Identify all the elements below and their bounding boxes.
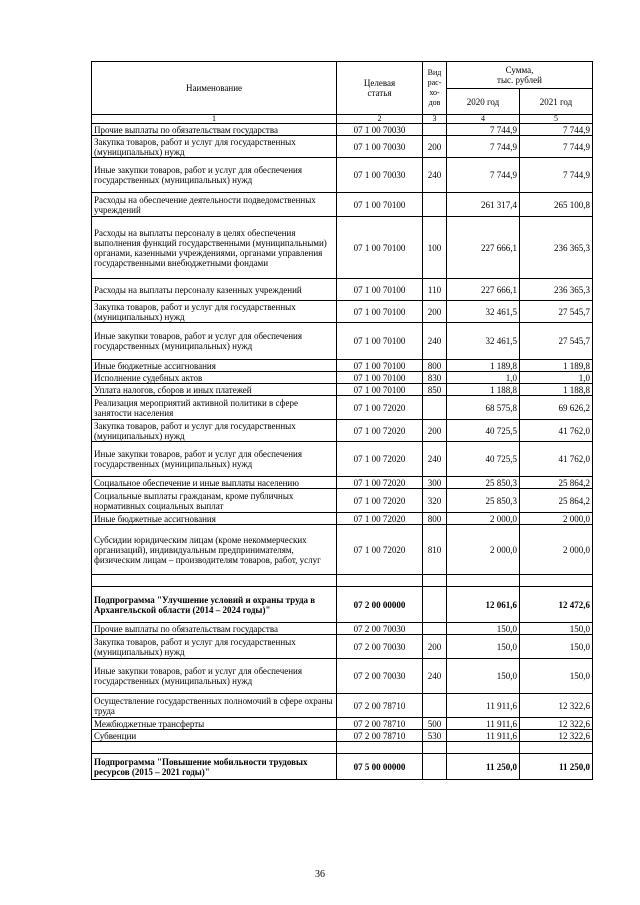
spacer-row (92, 575, 593, 587)
row-expense-type (423, 623, 447, 635)
row-value-2021: 1 189,8 (520, 360, 593, 372)
row-value-2021 (520, 742, 593, 754)
row-value-2021: 236 365,3 (520, 279, 593, 301)
row-value-2021: 12 322,6 (520, 730, 593, 742)
row-value-2021: 150,0 (520, 659, 593, 694)
row-value-2020: 68 575,8 (447, 396, 520, 420)
row-target-code: 07 1 00 72020 (337, 420, 423, 442)
row-target-code: 07 5 00 00000 (337, 754, 423, 780)
row-value-2021: 41 762,0 (520, 420, 593, 442)
row-name: Расходы на выплаты персоналу в целях обеспечения выполнения функций государственными (муниципальными) органами, казенными учреждениями, органами управления государственными внебюджетными фондами (92, 217, 337, 279)
row-target-code: 07 1 00 72020 (337, 513, 423, 525)
table-row (92, 635, 593, 659)
header-target: Целевая статья (337, 62, 423, 115)
row-value-2020: 40 725,5 (447, 420, 520, 442)
row-value-2021: 41 762,0 (520, 442, 593, 477)
row-target-code: 07 1 00 70100 (337, 279, 423, 301)
row-target-code (337, 575, 423, 587)
row-value-2020: 7 744,9 (447, 158, 520, 193)
row-target-code: 07 1 00 72020 (337, 489, 423, 513)
row-name: Подпрограмма "Улучшение условий и охраны труда в Архангельской области (2014 – 2024 годы)" (92, 587, 337, 623)
row-name: Субвенции (92, 730, 337, 742)
table-row (92, 587, 593, 623)
row-name: Подпрограмма "Повышение мобильности трудовых ресурсов (2015 – 2021 годы)" (92, 754, 337, 780)
row-name: Иные закупки товаров, работ и услуг для обеспечения государственных (муниципальных) нужд (92, 158, 337, 193)
row-value-2021: 27 545,7 (520, 323, 593, 360)
row-value-2020: 7 744,9 (447, 124, 520, 136)
row-name (92, 742, 337, 754)
row-target-code: 07 1 00 70030 (337, 136, 423, 158)
row-value-2020: 32 461,5 (447, 323, 520, 360)
row-name: Иные бюджетные ассигнования (92, 360, 337, 372)
row-value-2020: 2 000,0 (447, 525, 520, 575)
row-value-2020: 2 000,0 (447, 513, 520, 525)
table-row (92, 730, 593, 742)
row-value-2021: 150,0 (520, 635, 593, 659)
row-value-2021: 25 864,2 (520, 477, 593, 489)
header-name: Наименование (92, 62, 337, 115)
header-vid: Вид рас- хо- дов (423, 62, 447, 115)
row-value-2021: 265 100,8 (520, 193, 593, 217)
table-row (92, 718, 593, 730)
row-value-2020 (447, 742, 520, 754)
row-value-2021: 25 864,2 (520, 489, 593, 513)
row-target-code (337, 742, 423, 754)
table-body (92, 124, 593, 780)
row-value-2020: 11 911,6 (447, 694, 520, 718)
row-value-2020: 40 725,5 (447, 442, 520, 477)
row-name: Иные бюджетные ассигнования (92, 513, 337, 525)
row-name: Межбюджетные трансферты (92, 718, 337, 730)
header-2020: 2020 год (447, 89, 520, 115)
row-expense-type: 200 (423, 301, 447, 323)
row-target-code: 07 1 00 70100 (337, 360, 423, 372)
row-value-2021: 1,0 (520, 372, 593, 384)
table-header (92, 62, 593, 124)
table-row (92, 442, 593, 477)
row-expense-type: 240 (423, 442, 447, 477)
row-name: Закупка товаров, работ и услуг для государственных (муниципальных) нужд (92, 420, 337, 442)
row-expense-type: 850 (423, 384, 447, 396)
table-row (92, 477, 593, 489)
page-number: 36 (315, 869, 325, 880)
row-target-code: 07 1 00 70100 (337, 323, 423, 360)
row-name: Прочие выплаты по обязательствам государства (92, 124, 337, 136)
row-value-2021: 69 626,2 (520, 396, 593, 420)
row-value-2020: 150,0 (447, 623, 520, 635)
row-value-2021: 2 000,0 (520, 525, 593, 575)
row-expense-type (423, 587, 447, 623)
row-target-code: 07 2 00 70030 (337, 659, 423, 694)
row-value-2020: 11 911,6 (447, 730, 520, 742)
row-value-2021: 7 744,9 (520, 158, 593, 193)
header-2021: 2021 год (520, 89, 593, 115)
row-value-2020: 150,0 (447, 659, 520, 694)
row-name: Иные закупки товаров, работ и услуг для обеспечения государственных (муниципальных) нужд (92, 323, 337, 360)
row-expense-type (423, 575, 447, 587)
row-value-2021 (520, 575, 593, 587)
row-name: Социальное обеспечение и иные выплаты населению (92, 477, 337, 489)
row-value-2021: 7 744,9 (520, 136, 593, 158)
table-row (92, 301, 593, 323)
row-expense-type (423, 754, 447, 780)
row-target-code: 07 2 00 78710 (337, 718, 423, 730)
row-name: Закупка товаров, работ и услуг для государственных (муниципальных) нужд (92, 136, 337, 158)
row-name: Иные закупки товаров, работ и услуг для обеспечения государственных (муниципальных) нужд (92, 442, 337, 477)
row-name: Закупка товаров, работ и услуг для государственных (муниципальных) нужд (92, 301, 337, 323)
table-row (92, 158, 593, 193)
row-value-2020: 32 461,5 (447, 301, 520, 323)
col-number: 1 (92, 115, 337, 124)
table-row (92, 659, 593, 694)
row-value-2020: 1 189,8 (447, 360, 520, 372)
row-expense-type (423, 124, 447, 136)
row-expense-type (423, 694, 447, 718)
row-expense-type: 240 (423, 158, 447, 193)
row-value-2020: 12 061,6 (447, 587, 520, 623)
table-row (92, 754, 593, 780)
table-row (92, 489, 593, 513)
row-value-2021: 11 250,0 (520, 754, 593, 780)
row-target-code: 07 1 00 72020 (337, 396, 423, 420)
row-target-code: 07 2 00 70030 (337, 635, 423, 659)
row-target-code: 07 2 00 70030 (337, 623, 423, 635)
row-value-2020: 7 744,9 (447, 136, 520, 158)
row-expense-type (423, 742, 447, 754)
row-target-code: 07 1 00 70100 (337, 384, 423, 396)
row-expense-type: 800 (423, 513, 447, 525)
row-expense-type (423, 193, 447, 217)
row-expense-type: 320 (423, 489, 447, 513)
table-row (92, 623, 593, 635)
row-name (92, 575, 337, 587)
row-value-2020: 25 850,3 (447, 477, 520, 489)
col-number: 4 (447, 115, 520, 124)
table-row (92, 694, 593, 718)
row-target-code: 07 2 00 78710 (337, 730, 423, 742)
table-row (92, 384, 593, 396)
table-row (92, 279, 593, 301)
row-name: Осуществление государственных полномочий в сфере охраны труда (92, 694, 337, 718)
table-row (92, 372, 593, 384)
row-value-2021: 1 188,8 (520, 384, 593, 396)
table-row (92, 217, 593, 279)
row-expense-type: 100 (423, 217, 447, 279)
row-target-code: 07 1 00 72020 (337, 442, 423, 477)
table-row (92, 360, 593, 372)
row-name: Закупка товаров, работ и услуг для государственных (муниципальных) нужд (92, 635, 337, 659)
row-value-2021: 12 322,6 (520, 694, 593, 718)
table-row (92, 323, 593, 360)
row-value-2020: 150,0 (447, 635, 520, 659)
row-value-2020: 1 188,8 (447, 384, 520, 396)
col-number: 3 (423, 115, 447, 124)
row-name: Иные закупки товаров, работ и услуг для обеспечения государственных (муниципальных) нужд (92, 659, 337, 694)
row-value-2021: 12 322,6 (520, 718, 593, 730)
row-target-code: 07 1 00 70100 (337, 301, 423, 323)
header-sum: Сумма, тыс. рублей (447, 62, 593, 89)
row-expense-type: 830 (423, 372, 447, 384)
row-value-2021: 2 000,0 (520, 513, 593, 525)
row-value-2021: 236 365,3 (520, 217, 593, 279)
row-value-2020: 1,0 (447, 372, 520, 384)
row-expense-type: 200 (423, 635, 447, 659)
row-target-code: 07 2 00 00000 (337, 587, 423, 623)
row-expense-type: 810 (423, 525, 447, 575)
row-value-2021: 27 545,7 (520, 301, 593, 323)
column-numbers-row (92, 115, 593, 124)
row-expense-type: 800 (423, 360, 447, 372)
table-row (92, 420, 593, 442)
row-expense-type: 530 (423, 730, 447, 742)
row-value-2020: 25 850,3 (447, 489, 520, 513)
row-name: Расходы на обеспечение деятельности подведомственных учреждений (92, 193, 337, 217)
row-target-code: 07 1 00 70100 (337, 193, 423, 217)
row-target-code: 07 1 00 70030 (337, 124, 423, 136)
row-target-code: 07 2 00 78710 (337, 694, 423, 718)
row-expense-type: 110 (423, 279, 447, 301)
row-value-2021: 7 744,9 (520, 124, 593, 136)
table-row (92, 525, 593, 575)
row-name: Исполнение судебных актов (92, 372, 337, 384)
row-value-2020: 227 666,1 (447, 217, 520, 279)
row-expense-type: 240 (423, 659, 447, 694)
row-name: Реализация мероприятий активной политики в сфере занятости населения (92, 396, 337, 420)
row-target-code: 07 1 00 70100 (337, 217, 423, 279)
row-name: Социальные выплаты гражданам, кроме публичных нормативных социальных выплат (92, 489, 337, 513)
table-row (92, 513, 593, 525)
row-name: Прочие выплаты по обязательствам государства (92, 623, 337, 635)
row-expense-type: 200 (423, 420, 447, 442)
row-value-2020: 11 250,0 (447, 754, 520, 780)
row-value-2020: 261 317,4 (447, 193, 520, 217)
row-expense-type: 500 (423, 718, 447, 730)
budget-table (91, 61, 593, 780)
row-expense-type: 240 (423, 323, 447, 360)
col-number: 2 (337, 115, 423, 124)
row-target-code: 07 1 00 70030 (337, 158, 423, 193)
row-expense-type: 200 (423, 136, 447, 158)
table-row (92, 396, 593, 420)
row-target-code: 07 1 00 72020 (337, 525, 423, 575)
row-value-2020: 227 666,1 (447, 279, 520, 301)
row-expense-type (423, 396, 447, 420)
col-number: 5 (520, 115, 593, 124)
row-value-2021: 12 472,6 (520, 587, 593, 623)
row-name: Субсидии юридическим лицам (кроме некоммерческих организаций), индивидуальным предпринимателям, физическим лицам – производителям товаров, работ, услуг (92, 525, 337, 575)
row-target-code: 07 1 00 72020 (337, 477, 423, 489)
row-name: Расходы на выплаты персоналу казенных учреждений (92, 279, 337, 301)
row-target-code: 07 1 00 70100 (337, 372, 423, 384)
row-value-2020 (447, 575, 520, 587)
row-value-2020: 11 911,6 (447, 718, 520, 730)
table-row (92, 193, 593, 217)
row-value-2021: 150,0 (520, 623, 593, 635)
row-expense-type: 300 (423, 477, 447, 489)
row-name: Уплата налогов, сборов и иных платежей (92, 384, 337, 396)
table-row (92, 136, 593, 158)
table-row (92, 124, 593, 136)
spacer-row (92, 742, 593, 754)
